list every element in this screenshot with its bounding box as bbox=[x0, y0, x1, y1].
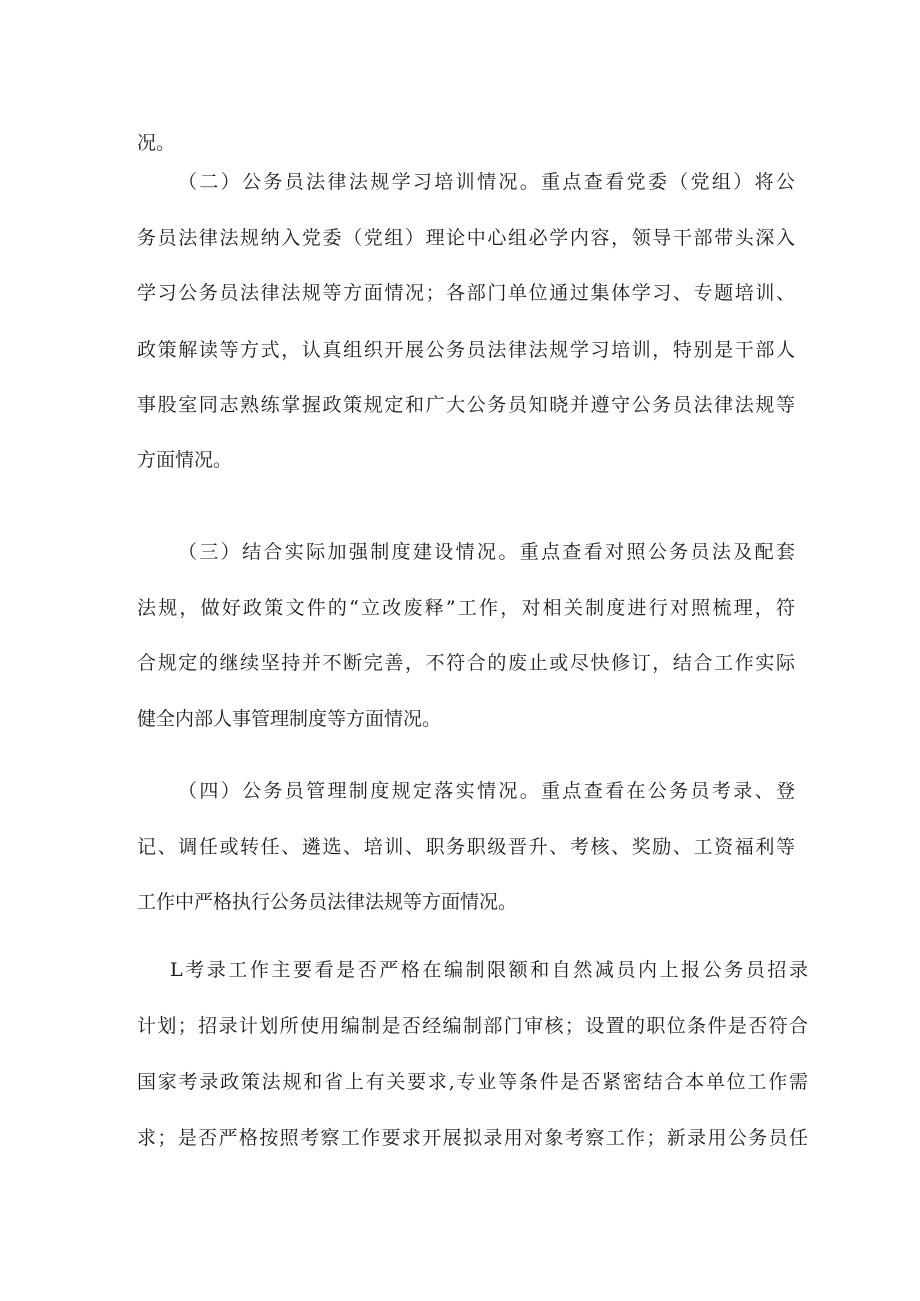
paragraph-line: 事股室同志熟练掌握政策规定和广大公务员知晓并遵守公务员法律法规等 bbox=[137, 394, 795, 416]
section-2-heading-line: （二）公务员法律法规学习培训情况。重点查看党委（党组）将公 bbox=[178, 171, 795, 193]
paragraph-line: 方面情况。 bbox=[137, 449, 233, 471]
paragraph-line: 记、调任或转任、遴选、培训、职务职级晋升、考核、奖励、工资福利等 bbox=[137, 836, 795, 858]
paragraph-line: 学习公务员法律法规等方面情况；各部门单位通过集体学习、专题培训、 bbox=[137, 282, 795, 304]
paragraph-line: 国家考录政策法规和省上有关要求,专业等条件是否紧密结合本单位工作需 bbox=[137, 1071, 808, 1093]
paragraph-line: 求；是否严格按照考察工作要求开展拟录用对象考察工作；新录用公务员任 bbox=[137, 1127, 808, 1149]
paragraph-line: 合规定的继续坚持并不断完善，不符合的废止或尽快修订，结合工作实际 bbox=[137, 652, 795, 674]
paragraph-line: 务员法律法规纳入党委（党组）理论中心组必学内容，领导干部带头深入 bbox=[137, 227, 795, 249]
paragraph-line: 法规，做好政策文件的“立改废释”工作，对相关制度进行对照梳理，符 bbox=[137, 597, 795, 619]
section-3-heading-line: （三）结合实际加强制度建设情况。重点查看对照公务员法及配套 bbox=[178, 541, 795, 563]
paragraph-line: 况。 bbox=[137, 132, 176, 154]
paragraph-line: 政策解读等方式，认真组织开展公务员法律法规学习培训，特别是干部人 bbox=[137, 339, 795, 361]
paragraph-line: 计划；招录计划所使用编制是否经编制部门审核；设置的职位条件是否符合 bbox=[137, 1015, 808, 1037]
section-4-heading-line: （四）公务员管理制度规定落实情况。重点查看在公务员考录、登 bbox=[178, 780, 795, 802]
item-1-heading-line: L考录工作主要看是否严格在编制限额和自然减员内上报公务员招录 bbox=[170, 959, 808, 981]
paragraph-line: 工作中严格执行公务员法律法规等方面情况。 bbox=[137, 891, 518, 913]
paragraph-line: 健全内部人事管理制度等方面情况。 bbox=[137, 708, 442, 730]
